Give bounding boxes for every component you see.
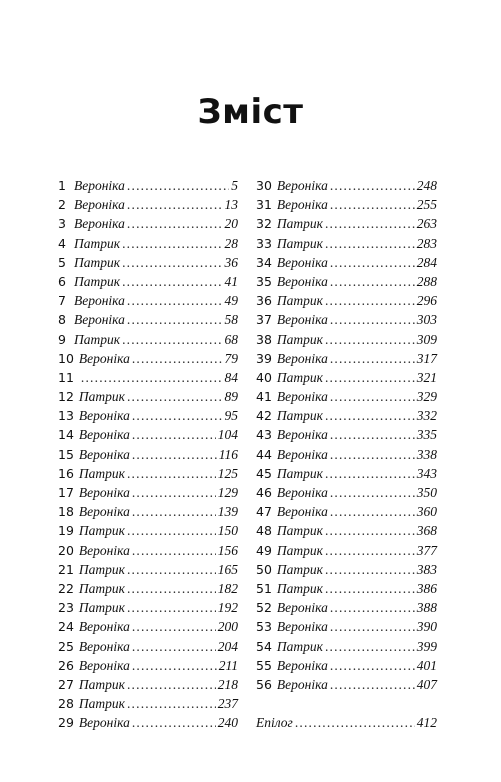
- toc-entry[interactable]: [58, 560, 238, 579]
- leader-dots: [127, 214, 223, 233]
- toc-entry-name: Патрик: [78, 465, 125, 481]
- toc-entry-page: 204: [217, 638, 238, 654]
- leader-dots: [325, 291, 415, 310]
- toc-entry-page: 401: [416, 657, 437, 673]
- toc-entry-page: 388: [416, 600, 437, 616]
- leader-dots: [325, 579, 415, 598]
- toc-entry-number: 51: [256, 580, 272, 596]
- toc-entry-name: Вероніка: [276, 600, 328, 616]
- toc-entry-number: 8: [58, 312, 66, 328]
- toc-column-left: [58, 176, 238, 732]
- toc-entry-number: 20: [58, 542, 74, 558]
- toc-entry[interactable]: [58, 387, 238, 406]
- toc-entry-name: Патрик: [78, 676, 125, 692]
- toc-entry-name: Вероніка: [74, 293, 125, 309]
- toc-entry-number: 42: [256, 408, 272, 424]
- toc-entry-name: Вероніка: [276, 485, 328, 500]
- toc-entry-name: Патрик: [276, 465, 323, 481]
- toc-entry-name: Патрик: [276, 542, 323, 558]
- toc-entry[interactable]: [256, 521, 437, 540]
- toc-entry[interactable]: [58, 675, 238, 694]
- toc-entry-number: 26: [58, 657, 74, 673]
- toc-entry-number: 29: [58, 715, 74, 731]
- toc-entry-name: Патрик: [276, 523, 323, 539]
- toc-entry-name: Патрик: [74, 254, 121, 270]
- toc-entry[interactable]: [58, 445, 238, 464]
- toc-entry-number: 16: [58, 465, 74, 481]
- toc-entry-name: Патрик: [78, 580, 125, 596]
- toc-entry[interactable]: [256, 349, 437, 368]
- leader-dots: [132, 713, 216, 732]
- toc-entry[interactable]: [256, 214, 437, 233]
- toc-entry-name: Епілог: [256, 715, 293, 731]
- toc-entry-name: Патрик: [78, 389, 125, 405]
- toc-entry-epilogue[interactable]: [256, 713, 437, 732]
- toc-entry[interactable]: [256, 617, 437, 636]
- leader-dots: [330, 349, 415, 368]
- toc-entry[interactable]: [58, 214, 238, 233]
- toc-entry[interactable]: [58, 541, 238, 560]
- leader-dots: [330, 310, 415, 329]
- toc-entry-number: 39: [256, 350, 272, 366]
- toc-entry-page: 200: [217, 619, 238, 635]
- toc-entry[interactable]: [256, 406, 437, 425]
- toc-entry[interactable]: [256, 483, 437, 502]
- toc-right-entries: [256, 176, 437, 694]
- toc-entry-name: Вероніка: [276, 446, 328, 462]
- toc-entry-name: Патрик: [276, 369, 323, 385]
- toc-entry-name: Вероніка: [276, 273, 328, 289]
- toc-entry-page: 350: [416, 485, 437, 500]
- toc-entry-name: Патрик: [74, 273, 121, 289]
- toc-entry[interactable]: [58, 483, 238, 502]
- leader-dots: [127, 560, 216, 579]
- toc-entry-number: 37: [256, 312, 272, 328]
- toc-entry-number: 28: [58, 696, 74, 712]
- toc-entry-page: 284: [416, 254, 437, 270]
- toc-entry[interactable]: [256, 541, 437, 560]
- leader-dots: [330, 502, 415, 521]
- leader-dots: [330, 195, 415, 214]
- leader-dots: [330, 253, 415, 272]
- toc-entry-name: Вероніка: [78, 485, 130, 500]
- toc-entry-number: 49: [256, 542, 272, 558]
- toc-entry[interactable]: [256, 310, 437, 329]
- toc-entry[interactable]: [58, 579, 238, 598]
- toc-entry-number: 53: [256, 619, 272, 635]
- leader-dots: [122, 234, 222, 253]
- toc-entry-page: 104: [217, 427, 238, 443]
- toc-entry-page: 129: [217, 485, 238, 500]
- toc-entry[interactable]: [256, 502, 437, 521]
- toc-entry-name: Вероніка: [74, 312, 125, 328]
- toc-entry-page: 28: [224, 235, 238, 251]
- leader-dots: [132, 656, 217, 675]
- leader-dots: [325, 330, 415, 349]
- toc-entry-number: 11: [58, 369, 74, 385]
- toc-entry-number: 23: [58, 600, 74, 616]
- toc-entry-name: Патрик: [74, 235, 121, 251]
- toc-entry[interactable]: [256, 656, 437, 675]
- leader-dots: [325, 214, 415, 233]
- toc-entry-name: Патрик: [276, 235, 323, 251]
- toc-entry-name: Вероніка: [276, 657, 328, 673]
- toc-entry[interactable]: [58, 598, 238, 617]
- toc-entry-number: 10: [58, 350, 74, 366]
- toc-entry-name: Вероніка: [78, 504, 130, 520]
- toc-entry-name: Патрик: [74, 331, 121, 347]
- toc-entry-page: 49: [224, 293, 238, 309]
- leader-dots: [325, 406, 415, 425]
- toc-entry-page: 192: [217, 600, 238, 616]
- page-title: Зміст: [197, 92, 304, 132]
- toc-entry-number: 5: [58, 254, 66, 270]
- toc-entry[interactable]: [58, 368, 238, 387]
- toc-entry-number: 18: [58, 504, 74, 520]
- toc-entry-name: Патрик: [276, 638, 323, 654]
- toc-entry-page: 116: [218, 446, 238, 462]
- toc-entry-page: 218: [217, 676, 238, 692]
- toc-entry-name: Патрик: [276, 293, 323, 309]
- toc-entry-page: 332: [416, 408, 437, 424]
- toc-entry-page: 125: [217, 465, 238, 481]
- leader-dots: [132, 541, 216, 560]
- toc-entry-number: 14: [58, 427, 74, 443]
- leader-dots: [132, 483, 216, 502]
- leader-dots: [122, 253, 222, 272]
- toc-entry-page: 182: [217, 580, 238, 596]
- toc-entry-page: 68: [224, 331, 238, 347]
- leader-dots: [325, 464, 415, 483]
- toc-entry-number: 30: [256, 178, 272, 193]
- toc-entry-page: 317: [416, 350, 437, 366]
- toc-entry[interactable]: [58, 310, 238, 329]
- toc-entry-name: Вероніка: [78, 619, 130, 635]
- leader-dots: [127, 176, 229, 195]
- toc-entry-number: 9: [58, 331, 66, 347]
- toc-entry-page: 95: [224, 408, 238, 424]
- toc-entry-number: 19: [58, 523, 74, 539]
- leader-dots: [325, 637, 415, 656]
- leader-dots: [127, 694, 216, 713]
- toc-entry-page: 41: [224, 273, 238, 289]
- toc-entry-name: Вероніка: [78, 542, 130, 558]
- leader-dots: [325, 541, 415, 560]
- toc-entry-name: Вероніка: [74, 216, 125, 232]
- toc-entry-name: Патрик: [276, 561, 323, 577]
- toc-entry-number: 56: [256, 676, 272, 692]
- leader-dots: [127, 675, 216, 694]
- leader-dots: [330, 617, 415, 636]
- leader-dots: [127, 387, 223, 406]
- toc-entry-name: Вероніка: [78, 657, 130, 673]
- toc-entry-page: 263: [416, 216, 437, 232]
- toc-entry-number: 4: [58, 235, 66, 251]
- toc-entry-number: 27: [58, 676, 74, 692]
- toc-entry[interactable]: [256, 176, 437, 195]
- leader-dots: [127, 310, 223, 329]
- toc-entry-number: 24: [58, 619, 74, 635]
- leader-dots: [132, 445, 217, 464]
- toc-entry-page: 255: [416, 197, 437, 213]
- toc-entry-name: Вероніка: [276, 312, 328, 328]
- toc-column-right: [256, 176, 437, 732]
- leader-dots: [325, 368, 415, 387]
- toc-entry[interactable]: [58, 330, 238, 349]
- toc-entry-number: 22: [58, 580, 74, 596]
- toc-entry-page: 329: [416, 389, 437, 405]
- toc-entry[interactable]: [58, 234, 238, 253]
- leader-dots: [132, 637, 216, 656]
- leader-dots: [325, 560, 415, 579]
- leader-dots: [295, 713, 415, 732]
- toc-entry-page: 139: [217, 504, 238, 520]
- leader-dots: [81, 368, 223, 387]
- toc-entry[interactable]: [256, 445, 437, 464]
- toc-entry[interactable]: [256, 637, 437, 656]
- toc-entry-number: 3: [58, 216, 66, 232]
- toc-entry-number: 45: [256, 465, 272, 481]
- leader-dots: [132, 425, 216, 444]
- toc-entry-name: Вероніка: [276, 254, 328, 270]
- toc-entry[interactable]: [256, 425, 437, 444]
- toc-entry-name: Патрик: [276, 580, 323, 596]
- toc-entry-page: 343: [416, 465, 437, 481]
- toc-entry-name: Вероніка: [276, 676, 328, 692]
- toc-entry-name: Вероніка: [78, 427, 130, 443]
- toc-entry-number: 35: [256, 273, 272, 289]
- leader-dots: [330, 425, 415, 444]
- toc-entry-number: 54: [256, 638, 272, 654]
- toc-entry-name: Вероніка: [74, 178, 125, 193]
- toc-entry[interactable]: [58, 502, 238, 521]
- toc-entry-number: 33: [256, 235, 272, 251]
- toc-entry-name: Вероніка: [78, 350, 130, 366]
- toc-entry-page: 412: [416, 715, 437, 731]
- toc-entry[interactable]: [58, 349, 238, 368]
- toc-entry-number: 46: [256, 485, 272, 500]
- toc-entry-page: 5: [231, 178, 238, 193]
- toc-entry-page: 368: [416, 523, 437, 539]
- toc-entry-number: 31: [256, 197, 272, 213]
- toc-entry-page: 150: [217, 523, 238, 539]
- toc-entry-name: Вероніка: [276, 427, 328, 443]
- toc-entry-number: 41: [256, 389, 272, 405]
- toc-entry-number: 17: [58, 485, 74, 500]
- leader-dots: [330, 176, 415, 195]
- toc-entry-number: 2: [58, 197, 66, 213]
- toc-entry[interactable]: [58, 694, 238, 713]
- toc-entry-number: 38: [256, 331, 272, 347]
- toc-entry-number: 32: [256, 216, 272, 232]
- toc-entry-name: Патрик: [276, 408, 323, 424]
- leader-dots: [330, 387, 415, 406]
- toc-entry[interactable]: [58, 713, 238, 732]
- toc-entry[interactable]: [58, 291, 238, 310]
- toc-entry-number: 44: [256, 446, 272, 462]
- leader-dots: [132, 617, 216, 636]
- toc-entry-page: 335: [416, 427, 437, 443]
- toc-entry-number: 25: [58, 638, 74, 654]
- toc-entry-name: Вероніка: [276, 350, 328, 366]
- toc-entry-number: 50: [256, 561, 272, 577]
- toc-entry-number: 21: [58, 561, 74, 577]
- toc-entry-page: 240: [217, 715, 238, 731]
- toc-entry-number: 43: [256, 427, 272, 443]
- toc-entry-page: 386: [416, 580, 437, 596]
- leader-dots: [330, 598, 415, 617]
- toc-entry-page: 321: [416, 369, 437, 385]
- toc-entry[interactable]: [256, 272, 437, 291]
- toc-entry[interactable]: [58, 176, 238, 195]
- leader-dots: [330, 272, 415, 291]
- leader-dots: [325, 234, 415, 253]
- toc-entry-name: Патрик: [276, 331, 323, 347]
- toc-entry-name: Вероніка: [78, 715, 130, 731]
- toc-entry-number: 1: [58, 178, 66, 193]
- toc-entry-page: 58: [224, 312, 238, 328]
- toc-entry-number: 6: [58, 273, 66, 289]
- toc-entry-number: 7: [58, 293, 66, 309]
- toc-entry[interactable]: [256, 387, 437, 406]
- toc-entry-name: Патрик: [78, 523, 125, 539]
- toc-entry-page: 360: [416, 504, 437, 520]
- toc-entry[interactable]: [58, 425, 238, 444]
- toc-entry[interactable]: [58, 464, 238, 483]
- toc-entry-number: 13: [58, 408, 74, 424]
- toc-entry-name: Патрик: [78, 561, 125, 577]
- leader-dots: [127, 464, 216, 483]
- toc-entry-page: 165: [217, 561, 238, 577]
- toc-entry-name: Патрик: [78, 696, 125, 712]
- toc-entry[interactable]: [256, 675, 437, 694]
- toc-entry[interactable]: [256, 330, 437, 349]
- leader-dots: [132, 406, 223, 425]
- toc-entry-name: Вероніка: [276, 389, 328, 405]
- toc-entry-page: 399: [416, 638, 437, 654]
- toc-entry-number: 34: [256, 254, 272, 270]
- leader-dots: [122, 272, 222, 291]
- toc-entry[interactable]: [256, 368, 437, 387]
- leader-dots: [330, 656, 415, 675]
- toc-entry-name: Вероніка: [78, 638, 130, 654]
- toc-entry-name: Вероніка: [276, 197, 328, 213]
- toc-entry-page: 84: [224, 369, 238, 385]
- leader-dots: [330, 483, 415, 502]
- toc-entry-page: 338: [416, 446, 437, 462]
- toc-entry-page: 89: [224, 389, 238, 405]
- toc-entry[interactable]: [58, 656, 238, 675]
- toc-entry[interactable]: [256, 579, 437, 598]
- toc-entry-page: 211: [218, 657, 238, 673]
- toc-entry-page: 283: [416, 235, 437, 251]
- toc-entry-name: Вероніка: [78, 408, 130, 424]
- toc-entry-page: 296: [416, 293, 437, 309]
- toc-entry-page: 13: [224, 197, 238, 213]
- toc-entry-number: 55: [256, 657, 272, 673]
- toc-entry-name: Вероніка: [78, 446, 130, 462]
- toc-entry-page: 36: [224, 254, 238, 270]
- toc-entry[interactable]: [58, 195, 238, 214]
- toc-entry[interactable]: [58, 272, 238, 291]
- leader-dots: [127, 195, 223, 214]
- toc-entry-page: 156: [217, 542, 238, 558]
- toc-entry[interactable]: [58, 406, 238, 425]
- leader-dots: [127, 579, 216, 598]
- toc-entry-name: Вероніка: [74, 197, 125, 213]
- toc-entry-page: 237: [217, 696, 238, 712]
- leader-dots: [132, 349, 223, 368]
- toc-entry-name: Патрик: [276, 216, 323, 232]
- toc-entry-name: Патрик: [78, 600, 125, 616]
- toc-entry[interactable]: [58, 253, 238, 272]
- leader-dots: [127, 291, 223, 310]
- toc-entry[interactable]: [58, 617, 238, 636]
- toc-entry[interactable]: [256, 598, 437, 617]
- toc-entry-page: 248: [416, 178, 437, 193]
- leader-dots: [330, 445, 415, 464]
- toc-entry[interactable]: [256, 291, 437, 310]
- toc-entry[interactable]: [58, 637, 238, 656]
- toc-entry-page: 390: [416, 619, 437, 635]
- toc-entry-number: 40: [256, 369, 272, 385]
- toc-entry-page: 20: [224, 216, 238, 232]
- toc-entry-page: 407: [416, 676, 437, 692]
- toc-entry-page: 383: [416, 561, 437, 577]
- leader-dots: [132, 502, 216, 521]
- leader-dots: [127, 598, 216, 617]
- leader-dots: [127, 521, 216, 540]
- toc-entry-number: 48: [256, 523, 272, 539]
- toc-entry-number: 47: [256, 504, 272, 520]
- toc-entry-number: 15: [58, 446, 74, 462]
- toc-entry[interactable]: [256, 195, 437, 214]
- toc-entry-name: Вероніка: [276, 504, 328, 520]
- toc-entry-number: 52: [256, 600, 272, 616]
- toc-entry[interactable]: [256, 253, 437, 272]
- toc-entry-page: 309: [416, 331, 437, 347]
- toc-entry-page: 79: [224, 350, 238, 366]
- toc-entry[interactable]: [256, 234, 437, 253]
- leader-dots: [330, 675, 415, 694]
- toc-entry-number: 36: [256, 293, 272, 309]
- toc-entry-page: 377: [416, 542, 437, 558]
- leader-dots: [122, 330, 222, 349]
- toc-entry[interactable]: [58, 521, 238, 540]
- toc-entry-name: Вероніка: [276, 178, 328, 193]
- leader-dots: [325, 521, 415, 540]
- toc-entry-page: 303: [416, 312, 437, 328]
- toc-entry-page: 288: [416, 273, 437, 289]
- toc-entry[interactable]: [256, 464, 437, 483]
- toc-entry-number: 12: [58, 389, 74, 405]
- toc-entry[interactable]: [256, 560, 437, 579]
- toc-entry-name: Вероніка: [276, 619, 328, 635]
